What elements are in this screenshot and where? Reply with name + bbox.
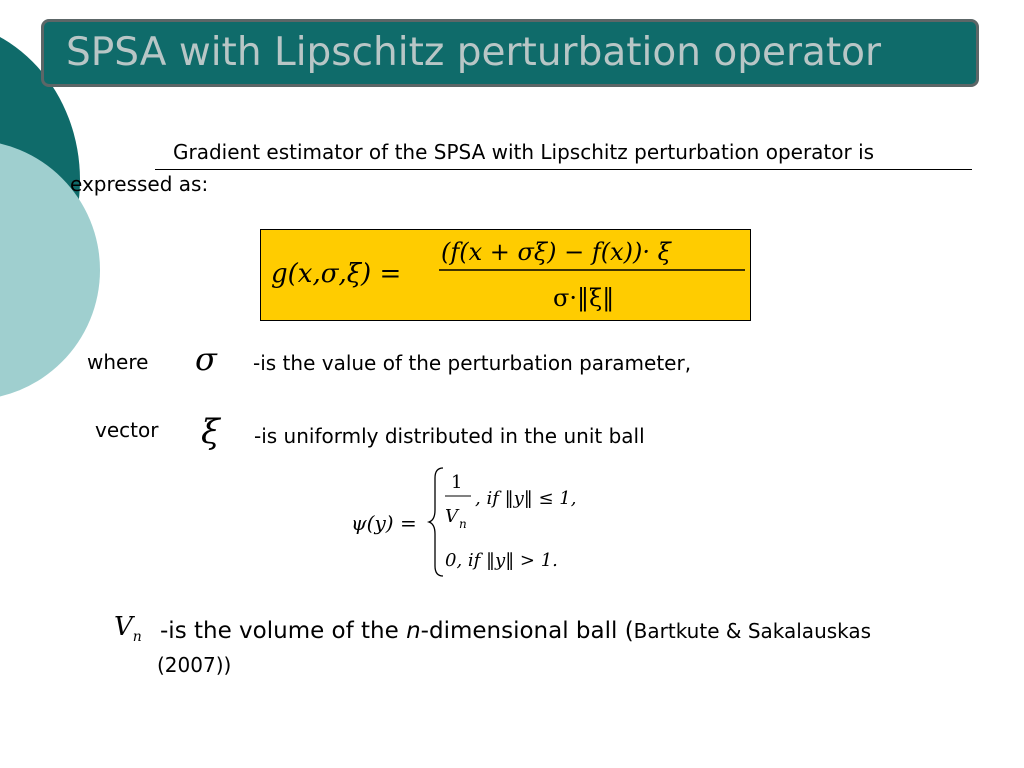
sigma-description: -is the value of the perturbation parameter, xyxy=(253,351,692,375)
xi-description: -is uniformly distributed in the unit ball xyxy=(254,424,645,448)
vn-symbol-sub: n xyxy=(132,629,142,646)
psi-case1-cond: , if ‖y‖ ≤ 1, xyxy=(475,488,577,509)
psi-brace xyxy=(429,468,443,576)
sigma-label: where xyxy=(87,350,149,374)
title-bar xyxy=(41,19,979,87)
intro-text-line1: Gradient estimator of the SPSA with Lipschitz perturbation operator is xyxy=(173,140,875,164)
psi-case1-den: V xyxy=(445,506,458,527)
gradient-formula-box xyxy=(260,229,751,321)
gradient-denominator: σ·‖ξ‖ xyxy=(553,284,615,312)
sigma-symbol: σ xyxy=(195,340,217,378)
gradient-numerator: (f(x + σξ) − f(x))· ξ xyxy=(441,238,671,266)
psi-formula xyxy=(345,462,645,582)
xi-label: vector xyxy=(95,418,159,442)
psi-lhs: ψ(y) = xyxy=(351,511,417,535)
psi-case1-num: 1 xyxy=(451,472,463,493)
vn-symbol-v: V xyxy=(114,612,133,642)
intro-underline xyxy=(155,169,972,170)
xi-symbol: ξ xyxy=(201,412,220,452)
vn-symbol xyxy=(114,612,142,645)
gradient-lhs: g(x,σ,ξ) = xyxy=(271,259,402,289)
psi-case1-den-sub: n xyxy=(459,517,467,531)
gradient-formula xyxy=(261,230,752,322)
intro-text-line2: expressed as: xyxy=(70,172,209,196)
vn-text-n: n xyxy=(406,618,421,644)
vn-citation-year: (2007)) xyxy=(157,653,232,677)
vn-description xyxy=(160,618,871,644)
slide-title: SPSA with Lipschitz perturbation operator xyxy=(66,30,882,75)
vn-citation: Bartkute & Sakalauskas xyxy=(633,619,872,643)
vn-text-suffix: -dimensional ball ( xyxy=(420,618,634,644)
psi-case2: 0, if ‖y‖ > 1. xyxy=(445,550,558,571)
vn-text-prefix: -is the volume of the xyxy=(160,618,407,644)
